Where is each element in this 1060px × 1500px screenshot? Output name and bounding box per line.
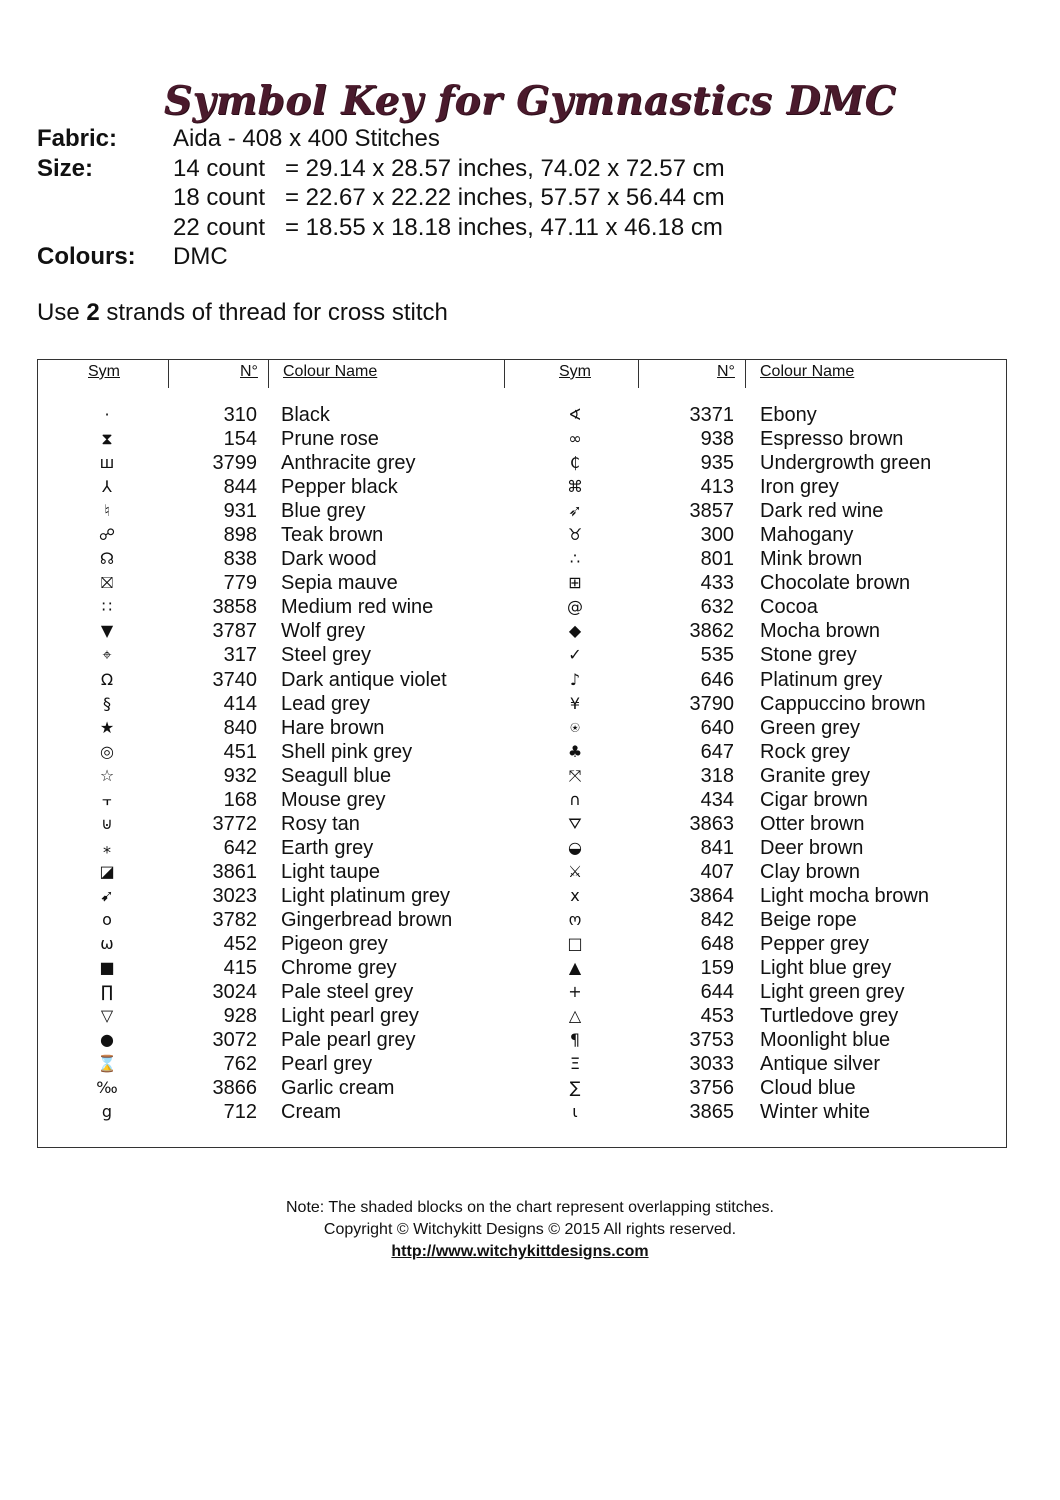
table-row xyxy=(37,1100,1007,1124)
symbol-left: ▽ xyxy=(100,1006,114,1026)
colour-name-left: Seagull blue xyxy=(281,764,392,787)
colour-name-left: Earth grey xyxy=(281,836,374,859)
table-row xyxy=(37,571,1007,595)
table-row xyxy=(37,860,1007,884)
symbol-left: ➹ xyxy=(100,885,114,905)
symbol-left: Ω xyxy=(100,669,114,689)
symbol-left: · xyxy=(104,405,110,424)
colour-name-left: Dark wood xyxy=(281,548,377,571)
column-divider xyxy=(638,360,639,388)
colour-name-right: Green grey xyxy=(760,716,861,739)
header-num-left: N° xyxy=(240,363,258,380)
symbol-left: ■ xyxy=(99,958,115,978)
symbol-right: ♪ xyxy=(569,669,581,689)
symbol-left: ⊍ xyxy=(101,813,113,833)
colour-name-left: Light pearl grey xyxy=(281,1005,419,1028)
symbol-left: ☍ xyxy=(98,525,116,545)
colour-name-left: Medium red wine xyxy=(281,596,434,619)
symbol-left: ⧗ xyxy=(101,429,113,449)
number-left: 452 xyxy=(223,933,257,956)
colour-name-left: Garlic cream xyxy=(281,1077,395,1100)
number-right: 3756 xyxy=(689,1077,734,1100)
table-row xyxy=(37,812,1007,836)
symbol-left: ⌛ xyxy=(97,1054,117,1074)
colour-name-right: Cappuccino brown xyxy=(760,692,926,715)
table-row xyxy=(37,788,1007,812)
number-left: 3782 xyxy=(212,908,257,931)
number-left: 3023 xyxy=(212,884,257,907)
number-right: 841 xyxy=(700,836,734,859)
number-right: 842 xyxy=(700,908,734,931)
colour-name-right: Clay brown xyxy=(760,860,861,883)
colours-label: Colours: xyxy=(37,243,136,270)
number-left: 838 xyxy=(223,548,257,571)
number-right: 938 xyxy=(700,428,734,451)
number-right: 3857 xyxy=(689,500,734,523)
header-sym-right: Sym xyxy=(559,363,591,380)
number-right: 453 xyxy=(700,1005,734,1028)
number-right: 300 xyxy=(700,524,734,547)
symbol-right: ɩ xyxy=(572,1102,578,1122)
number-left: 415 xyxy=(223,957,257,980)
colour-name-right: Mahogany xyxy=(760,524,854,547)
table-row xyxy=(37,499,1007,523)
number-right: 318 xyxy=(700,764,734,787)
number-left: 928 xyxy=(223,1005,257,1028)
symbol-right: ∩ xyxy=(569,789,581,809)
number-right: 3864 xyxy=(689,884,734,907)
footer xyxy=(0,1197,1060,1263)
colour-name-right: Light green grey xyxy=(760,981,905,1004)
table-row xyxy=(37,619,1007,643)
table-row xyxy=(37,451,1007,475)
colour-name-right: Chocolate brown xyxy=(760,572,911,595)
symbol-left: ☆ xyxy=(99,765,115,785)
table-row xyxy=(37,908,1007,932)
table-row xyxy=(37,836,1007,860)
colour-name-left: Dark antique violet xyxy=(281,668,447,691)
size-dims: = 29.14 x 28.57 inches, 74.02 x 72.57 cm xyxy=(285,154,725,182)
table-row xyxy=(37,692,1007,716)
number-right: 935 xyxy=(700,452,734,475)
colour-name-right: Stone grey xyxy=(760,644,857,667)
symbol-right: ⚔ xyxy=(567,861,583,881)
symbol-left: ♮ xyxy=(104,501,110,521)
colour-name-left: Chrome grey xyxy=(281,957,397,980)
header-name-right: Colour Name xyxy=(760,363,855,380)
size-count: 14 count xyxy=(173,154,266,182)
number-left: 3740 xyxy=(212,668,257,691)
colour-name-right: Deer brown xyxy=(760,836,864,859)
size-count: 18 count xyxy=(173,184,266,211)
symbol-right: ▲ xyxy=(568,958,582,978)
colour-name-right: Cigar brown xyxy=(760,788,868,811)
number-left: 762 xyxy=(223,1053,257,1076)
number-left: 317 xyxy=(223,644,257,667)
table-row xyxy=(37,1052,1007,1076)
symbol-left: o xyxy=(102,909,112,929)
fabric-row xyxy=(37,124,725,154)
colour-name-right: Mocha brown xyxy=(760,620,881,643)
strands-count: 2 xyxy=(86,299,100,326)
colour-name-left: Pearl grey xyxy=(281,1053,373,1076)
table-row xyxy=(37,764,1007,788)
table-row xyxy=(37,595,1007,619)
symbol-key-table xyxy=(37,359,1007,1148)
symbol-left: ⁎ xyxy=(103,837,111,857)
number-left: 931 xyxy=(223,500,257,523)
column-divider xyxy=(504,360,505,388)
number-right: 535 xyxy=(700,644,734,667)
symbol-left: ш xyxy=(99,453,115,473)
table-row xyxy=(37,1076,1007,1100)
number-left: 779 xyxy=(223,572,257,595)
symbol-right: ¥ xyxy=(569,693,581,713)
size-count: 22 count xyxy=(173,213,266,241)
number-left: 3024 xyxy=(212,981,257,1004)
colour-name-left: Mouse grey xyxy=(281,788,386,811)
number-left: 844 xyxy=(223,476,257,499)
table-row xyxy=(37,956,1007,980)
colour-name-left: Hare brown xyxy=(281,716,385,739)
symbol-right: + xyxy=(568,982,582,1002)
colour-name-right: Ebony xyxy=(760,404,817,426)
symbol-left: ★ xyxy=(99,717,115,737)
number-right: 3790 xyxy=(689,692,734,715)
table-row xyxy=(37,884,1007,908)
colour-name-left: Light platinum grey xyxy=(281,884,450,907)
number-right: 3863 xyxy=(689,812,734,835)
colour-name-right: Light mocha brown xyxy=(760,884,929,907)
colour-name-left: Shell pink grey xyxy=(281,740,413,763)
strands-suffix: strands of thread for cross stitch xyxy=(99,299,448,326)
number-right: 801 xyxy=(700,548,734,571)
website-link[interactable]: http://www.witchykittdesigns.com xyxy=(391,1243,649,1260)
table-row xyxy=(37,668,1007,692)
fabric-value: Aida - 408 x 400 Stitches xyxy=(173,125,440,152)
table-row xyxy=(37,1004,1007,1028)
number-left: 3861 xyxy=(212,860,257,883)
symbol-right: ◆ xyxy=(568,621,582,641)
colour-name-left: Sepia mauve xyxy=(281,572,398,595)
table-row xyxy=(37,1028,1007,1052)
symbol-left: § xyxy=(103,693,111,713)
number-right: 644 xyxy=(700,981,734,1004)
colour-name-left: Blue grey xyxy=(281,500,366,523)
symbol-right: ➶ xyxy=(568,501,582,521)
table-rows xyxy=(37,403,1007,1124)
table-row xyxy=(37,427,1007,451)
number-right: 632 xyxy=(700,596,734,619)
footer-note: Note: The shaded blocks on the chart represent overlapping stitches. xyxy=(286,1199,774,1216)
symbol-right: ⊞ xyxy=(568,573,582,593)
footer-copyright: Copyright © Witchykitt Designs © 2015 All rights reserved. xyxy=(323,1221,737,1238)
colour-name-left: Wolf grey xyxy=(281,620,366,643)
table-row xyxy=(37,716,1007,740)
symbol-right: ∑ xyxy=(569,1078,581,1098)
colour-name-left: Rosy tan xyxy=(281,812,360,835)
table-row xyxy=(37,740,1007,764)
symbol-right: ∞ xyxy=(568,429,582,449)
size-row xyxy=(37,183,725,213)
symbol-right: ₵ xyxy=(569,453,581,473)
colour-name-left: Gingerbread brown xyxy=(281,908,453,931)
colour-name-left: Light taupe xyxy=(281,860,380,883)
colour-name-right: Undergrowth green xyxy=(760,452,932,475)
number-right: 413 xyxy=(700,476,734,499)
colour-name-right: Turtledove grey xyxy=(760,1005,899,1028)
symbol-right: □ xyxy=(567,934,583,954)
table-row xyxy=(37,547,1007,571)
size-dims: = 22.67 x 22.22 inches, 57.57 x 56.44 cm xyxy=(285,184,725,211)
symbol-right: ♣ xyxy=(567,741,583,761)
number-left: 310 xyxy=(223,404,257,426)
symbol-left: ◎ xyxy=(100,741,114,761)
number-right: 3865 xyxy=(689,1101,734,1124)
colour-name-left: Anthracite grey xyxy=(281,452,416,475)
number-right: 647 xyxy=(700,740,734,763)
colour-name-right: Mink brown xyxy=(760,548,863,571)
colour-name-left: Pale pearl grey xyxy=(281,1029,416,1052)
pattern-info xyxy=(37,124,725,272)
symbol-right: @ xyxy=(567,597,583,617)
colour-name-right: Cocoa xyxy=(760,596,818,619)
number-left: 3772 xyxy=(212,812,257,835)
symbol-right: ∢ xyxy=(568,405,582,424)
table-row xyxy=(37,523,1007,547)
symbol-right: ⍟ xyxy=(570,717,580,737)
colour-name-left: Black xyxy=(281,404,330,426)
table-row xyxy=(37,932,1007,956)
symbol-left: ω xyxy=(100,934,114,954)
colour-name-left: Prune rose xyxy=(281,428,379,451)
colour-name-right: Dark red wine xyxy=(760,500,884,523)
column-divider xyxy=(168,360,169,388)
symbol-right: x xyxy=(570,885,580,905)
number-right: 3862 xyxy=(689,620,734,643)
colour-name-right: Granite grey xyxy=(760,764,871,787)
symbol-right: ◒ xyxy=(568,837,582,857)
number-left: 932 xyxy=(223,764,257,787)
colour-name-left: Lead grey xyxy=(281,692,370,715)
symbol-right: ∴ xyxy=(569,549,581,569)
symbol-right: ⛛ xyxy=(568,813,582,833)
colour-name-left: Pigeon grey xyxy=(281,933,388,956)
colour-name-right: Winter white xyxy=(760,1101,871,1124)
table-row xyxy=(37,643,1007,667)
symbol-right: ✓ xyxy=(568,645,582,665)
header-name-left: Colour Name xyxy=(283,363,378,380)
symbol-left: g xyxy=(101,1102,113,1122)
number-left: 898 xyxy=(223,524,257,547)
symbol-right: △ xyxy=(568,1006,582,1026)
number-right: 648 xyxy=(700,933,734,956)
colour-name-right: Moonlight blue xyxy=(760,1029,891,1052)
column-divider xyxy=(268,360,269,388)
number-right: 433 xyxy=(700,572,734,595)
size-dims: = 18.55 x 18.18 inches, 47.11 x 46.18 cm xyxy=(285,213,723,241)
colour-name-left: Pale steel grey xyxy=(281,981,414,1004)
table-row xyxy=(37,475,1007,499)
symbol-right: ⌘ xyxy=(567,477,583,497)
symbol-left: ⫟ xyxy=(102,789,112,809)
colour-name-right: Platinum grey xyxy=(760,668,883,691)
colour-name-right: Rock grey xyxy=(760,740,851,763)
symbol-right: Ξ xyxy=(569,1054,581,1074)
colour-name-left: Cream xyxy=(281,1101,342,1124)
strands-prefix: Use xyxy=(37,299,87,326)
number-left: 3799 xyxy=(212,452,257,475)
colour-name-left: Teak brown xyxy=(281,524,384,547)
number-left: 840 xyxy=(223,716,257,739)
symbol-left: ⛝ xyxy=(100,573,114,593)
number-left: 3858 xyxy=(212,596,257,619)
colours-value: DMC xyxy=(173,243,228,270)
colour-name-right: Pepper grey xyxy=(760,933,869,956)
colour-name-left: Steel grey xyxy=(281,644,372,667)
number-right: 407 xyxy=(700,860,734,883)
number-left: 154 xyxy=(223,428,257,451)
number-right: 646 xyxy=(700,668,734,691)
colour-name-right: Beige rope xyxy=(760,908,857,931)
number-left: 414 xyxy=(223,692,257,715)
header-num-right: N° xyxy=(717,363,735,380)
symbol-left: ▼ xyxy=(100,621,114,641)
table-row xyxy=(37,403,1007,427)
symbol-left: ◪ xyxy=(99,861,115,881)
column-divider xyxy=(745,360,746,388)
colour-name-right: Cloud blue xyxy=(760,1077,856,1100)
number-left: 642 xyxy=(223,836,257,859)
colour-name-right: Iron grey xyxy=(760,476,839,499)
number-left: 3866 xyxy=(212,1077,257,1100)
number-right: 3371 xyxy=(689,404,734,426)
symbol-right: ¶ xyxy=(569,1030,581,1050)
symbol-right: ♉ xyxy=(567,525,583,545)
size-label: Size: xyxy=(37,154,94,182)
strands-instruction xyxy=(37,299,448,327)
number-left: 712 xyxy=(223,1101,257,1124)
colour-name-right: Antique silver xyxy=(760,1053,881,1076)
symbol-left: ☊ xyxy=(99,549,115,569)
table-row xyxy=(37,980,1007,1004)
colour-name-left: Pepper black xyxy=(281,476,398,499)
symbol-right: ო xyxy=(568,909,582,929)
colours-row xyxy=(37,242,725,272)
symbol-right: ⤧ xyxy=(568,765,582,785)
symbol-left: ‰ xyxy=(96,1078,118,1098)
number-left: 3072 xyxy=(212,1029,257,1052)
number-left: 168 xyxy=(223,788,257,811)
colour-name-right: Otter brown xyxy=(760,812,865,835)
number-right: 434 xyxy=(700,788,734,811)
number-right: 159 xyxy=(700,957,734,980)
fabric-label: Fabric: xyxy=(37,125,118,152)
symbol-left: ∷ xyxy=(101,597,113,617)
symbol-left: ⅄ xyxy=(102,477,112,497)
number-left: 451 xyxy=(223,740,257,763)
symbol-left: ● xyxy=(100,1030,114,1050)
symbol-left: ∏ xyxy=(100,982,114,1002)
colour-name-right: Espresso brown xyxy=(760,428,904,451)
number-right: 3753 xyxy=(689,1029,734,1052)
number-right: 3033 xyxy=(689,1053,734,1076)
number-right: 640 xyxy=(700,716,734,739)
size-row xyxy=(37,213,725,243)
page-title: Symbol Key for Gymnastics DMC xyxy=(163,78,897,124)
size-row xyxy=(37,154,725,184)
header-sym-left: Sym xyxy=(88,363,120,380)
colour-name-right: Light blue grey xyxy=(760,957,892,980)
number-left: 3787 xyxy=(212,620,257,643)
symbol-left: ⌖ xyxy=(102,645,112,665)
